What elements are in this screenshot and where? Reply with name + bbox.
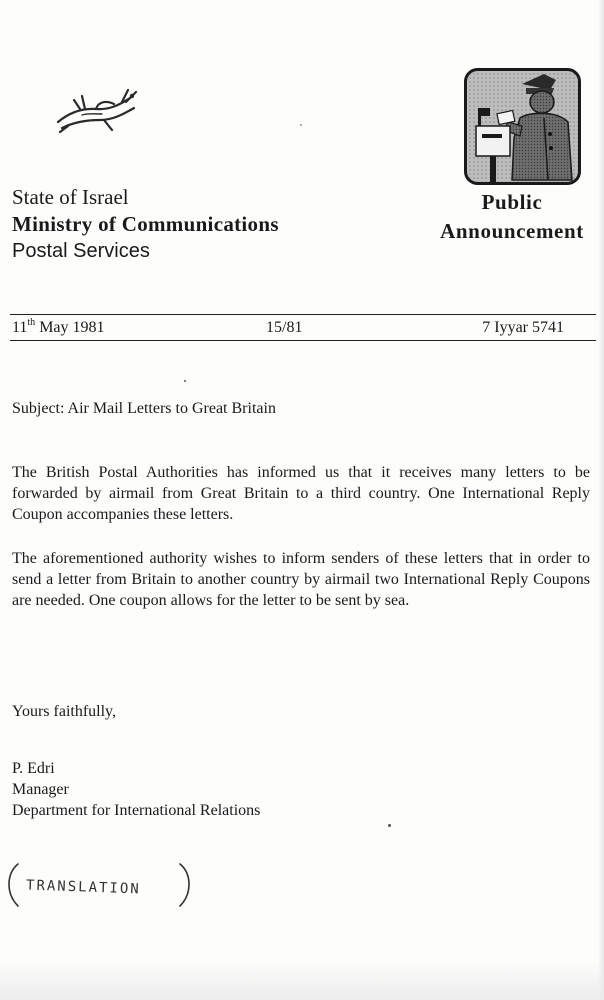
signatory-name: P. Edri xyxy=(12,760,55,777)
issue-date-rest: May 1981 xyxy=(35,319,105,336)
signatory-title: Manager xyxy=(12,781,69,798)
body-paragraph-1: The British Postal Authorities has informed us that it receives many letters to be forwarded by airmail from Great Britain to a third country. One International Reply Coupon accompanies these letters. xyxy=(12,464,590,523)
reference-top-rule xyxy=(10,314,596,315)
announcement-heading xyxy=(422,188,602,246)
signatory-department: Department for International Relations xyxy=(12,802,261,819)
closing-salutation: Yours faithfully, xyxy=(12,703,117,720)
state-name: State of Israel xyxy=(12,185,129,209)
postman-mailbox-icon xyxy=(464,68,581,185)
scan-speck xyxy=(300,124,302,126)
scan-speck xyxy=(388,824,391,827)
reference-row xyxy=(10,316,596,340)
issue-date-suffix: th xyxy=(27,317,36,328)
hebrew-date: 7 Iyyar 5741 xyxy=(482,319,564,336)
issue-date-day: 11 xyxy=(12,319,28,336)
signature-block xyxy=(12,758,260,821)
handwritten-annotation xyxy=(4,858,194,910)
ministry-name: Ministry of Communications xyxy=(12,212,279,236)
announcement-number: 15/81 xyxy=(266,319,303,336)
announcement-line1: Public xyxy=(481,190,543,214)
subject-line: Subject: Air Mail Letters to Great Britain xyxy=(12,400,276,417)
leaping-deer-emblem-icon xyxy=(52,82,142,134)
scan-edge xyxy=(0,960,604,1000)
issue-date xyxy=(12,316,105,340)
service-name: Postal Services xyxy=(12,240,150,262)
announcement-line2: Announcement xyxy=(440,219,584,243)
ministry-heading xyxy=(12,184,279,265)
reference-bottom-rule xyxy=(10,340,596,341)
scan-edge xyxy=(598,0,604,1000)
body-paragraph-2: The aforementioned authority wishes to inform senders of these letters that in order to send a letter from Britain to another country by airmail two International Reply Coupons are needed. One coupon allows for the letter to be sent by sea. xyxy=(12,550,590,609)
handwritten-translation-text: TRANSLATION xyxy=(25,877,141,898)
scan-speck xyxy=(184,380,186,382)
